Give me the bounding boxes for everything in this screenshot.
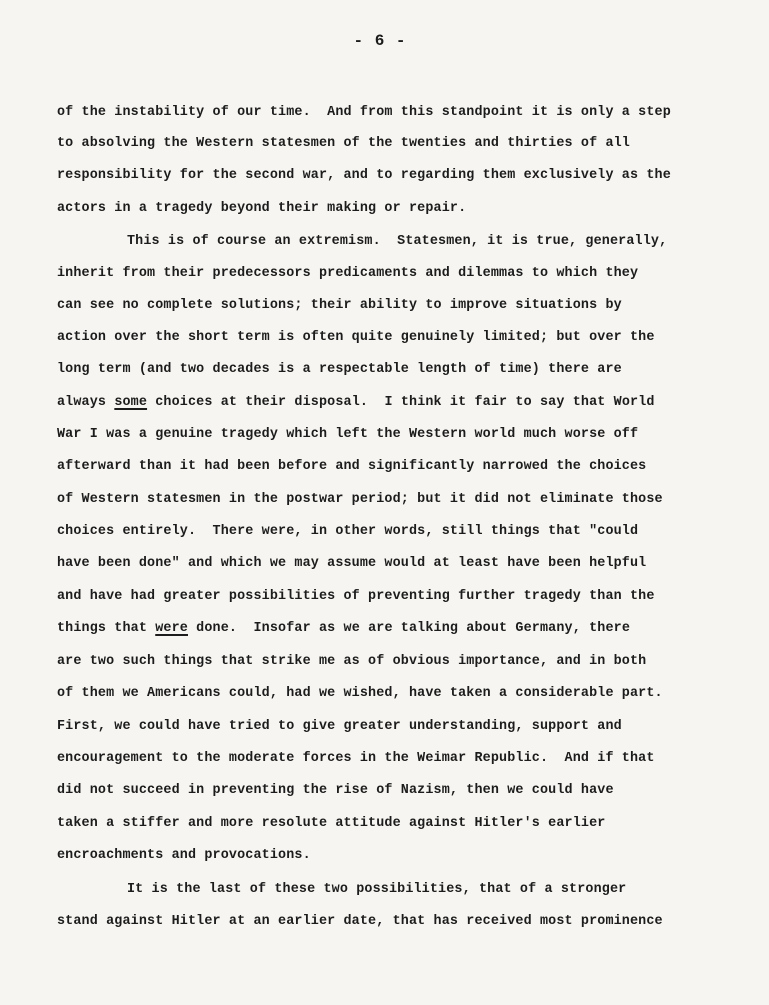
text-line: have been done" and which we may assume would at least have been helpful — [57, 556, 647, 571]
text-line: stand against Hitler at an earlier date, that has received most prominence — [57, 914, 663, 929]
text-line: encroachments and provocations. — [57, 848, 311, 863]
text-line: encouragement to the moderate forces in the Weimar Republic. And if that — [57, 751, 655, 766]
text-line: War I was a genuine tragedy which left the Western world much worse off — [57, 427, 639, 442]
text-line: This is of course an extremism. Statesmen, it is true, generally, — [127, 234, 668, 249]
text-segment: things that — [57, 621, 156, 636]
text-line: of them we Americans could, had we wished, have taken a considerable part. — [57, 686, 663, 701]
text-line: are two such things that strike me as of obvious importance, and in both — [57, 654, 647, 669]
text-line: It is the last of these two possibilities, that of a stronger — [127, 882, 627, 897]
text-segment: always — [57, 395, 115, 410]
text-line: of the instability of our time. And from this standpoint it is only a step — [57, 105, 671, 120]
text-line: long term (and two decades is a respectable length of time) there are — [57, 362, 622, 377]
text-line — [57, 393, 655, 413]
underlined-word: were — [155, 621, 188, 636]
text-line: to absolving the Western statesmen of the twenties and thirties of all — [57, 136, 630, 151]
text-segment: done. Insofar as we are talking about Germany, there — [187, 621, 631, 636]
text-line — [57, 619, 630, 639]
text-line: responsibility for the second war, and to regarding them exclusively as the — [57, 168, 671, 183]
text-line: did not succeed in preventing the rise of Nazism, then we could have — [57, 783, 614, 798]
text-line: of Western statesmen in the postwar period; but it did not eliminate those — [57, 492, 663, 507]
text-line: action over the short term is often quite genuinely limited; but over the — [57, 330, 655, 345]
text-line: taken a stiffer and more resolute attitude against Hitler's earlier — [57, 816, 606, 831]
text-line: inherit from their predecessors predicaments and dilemmas to which they — [57, 266, 639, 281]
page-number: - 6 - — [353, 32, 407, 50]
text-line: choices entirely. There were, in other words, still things that "could — [57, 524, 639, 539]
text-segment: choices at their disposal. I think it fair to say that World — [147, 395, 655, 410]
text-line: can see no complete solutions; their ability to improve situations by — [57, 298, 622, 313]
text-line: afterward than it had been before and significantly narrowed the choices — [57, 459, 647, 474]
text-line: First, we could have tried to give greater understanding, support and — [57, 719, 622, 734]
underlined-word: some — [114, 395, 148, 410]
text-line: actors in a tragedy beyond their making or repair. — [57, 201, 467, 216]
text-line: and have had greater possibilities of preventing further tragedy than the — [57, 589, 655, 604]
